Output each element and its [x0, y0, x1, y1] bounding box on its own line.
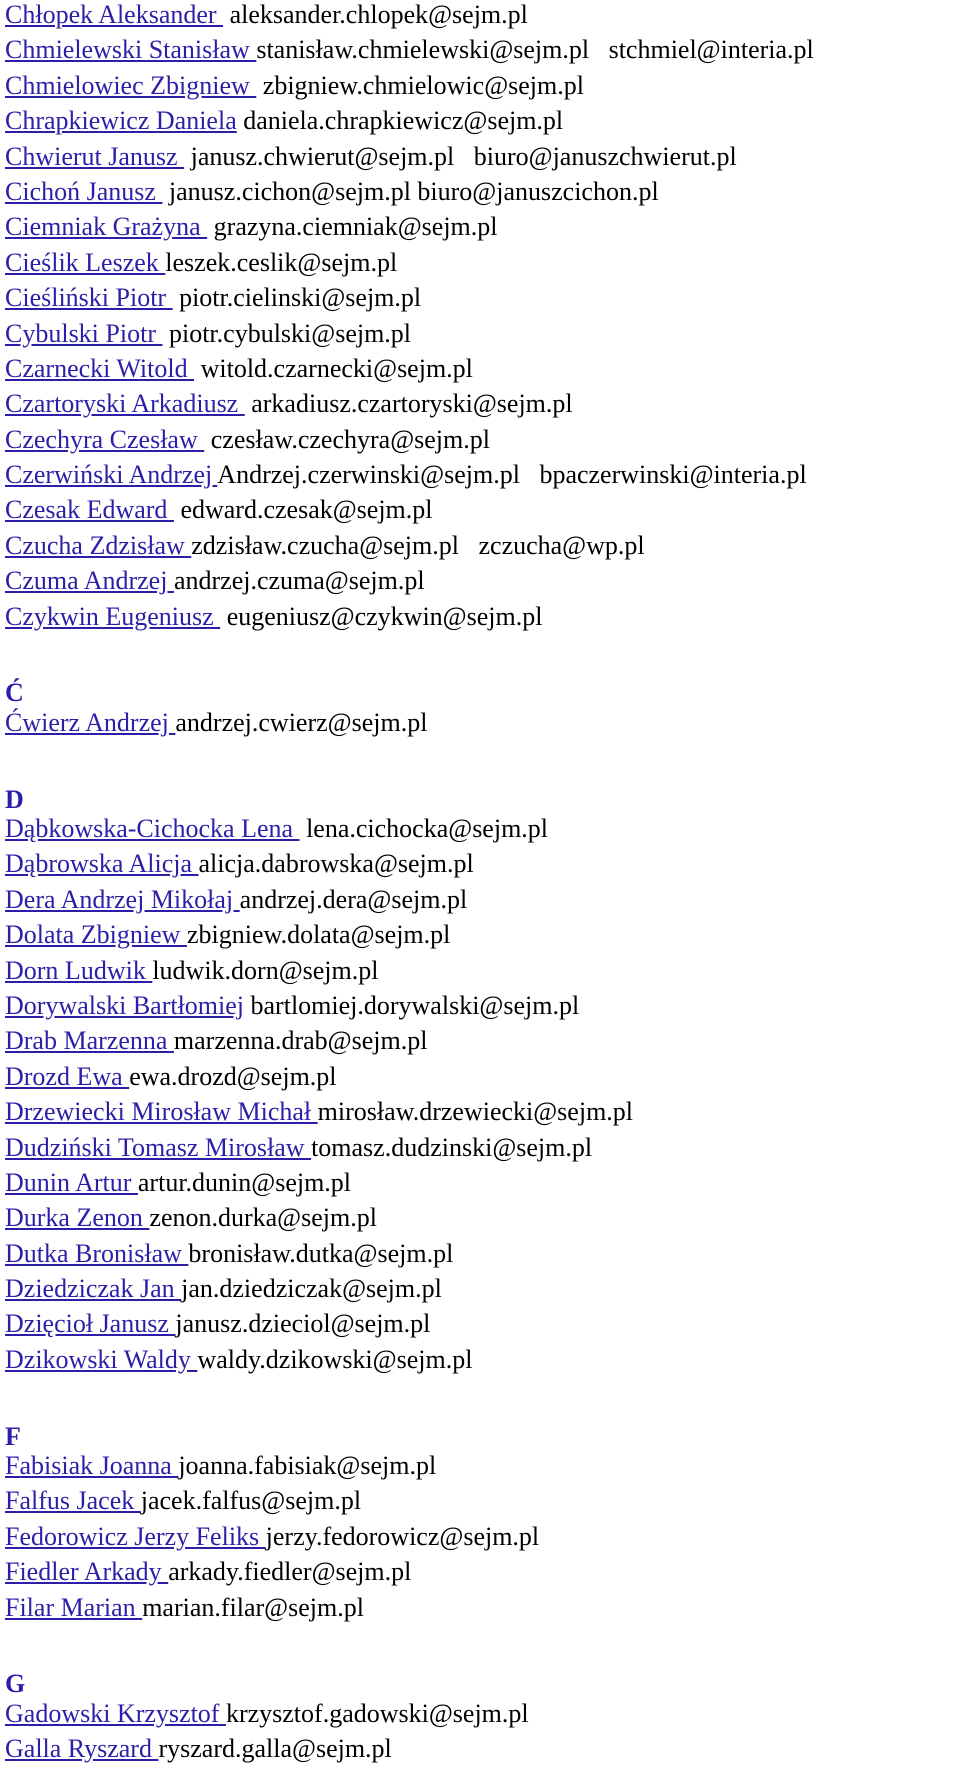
- member-email: zdzisław.czucha@sejm.pl: [191, 530, 459, 560]
- member-row: [5, 1274, 955, 1309]
- member-name-link[interactable]: Dąbkowska-Cichocka Lena: [5, 813, 300, 843]
- member-email: andrzej.dera@sejm.pl: [239, 884, 468, 914]
- member-row: [5, 1522, 955, 1557]
- member-secondary-email: bpaczerwinski@interia.pl: [539, 460, 807, 490]
- member-name-link[interactable]: Dąbrowska Alicja: [5, 849, 199, 879]
- member-row: [5, 920, 955, 955]
- member-email: andrzej.czuma@sejm.pl: [173, 566, 425, 596]
- member-name-link[interactable]: Dzięcioł Janusz: [5, 1309, 176, 1339]
- letter-heading: D: [5, 784, 24, 814]
- member-email: piotr.cielinski@sejm.pl: [172, 283, 422, 313]
- member-row: [5, 212, 955, 247]
- member-email: daniela.chrapkiewicz@sejm.pl: [236, 106, 564, 136]
- member-row: [5, 1097, 955, 1132]
- member-name-link[interactable]: Ciemniak Grażyna: [5, 212, 208, 242]
- member-row: [5, 1734, 955, 1769]
- member-name-link[interactable]: Galla Ryszard: [5, 1734, 159, 1764]
- member-row: [5, 1062, 955, 1097]
- member-row: [5, 177, 955, 212]
- member-email: krzysztof.gadowski@sejm.pl: [225, 1698, 529, 1728]
- member-name-link[interactable]: Chmielewski Stanisław: [5, 35, 257, 65]
- member-name-link[interactable]: Filar Marian: [5, 1592, 143, 1622]
- member-email: grazyna.ciemniak@sejm.pl: [207, 212, 498, 242]
- member-email: artur.dunin@sejm.pl: [137, 1167, 352, 1197]
- member-email: eugeniusz@czykwin@sejm.pl: [220, 601, 543, 631]
- member-email: zbigniew.chmielowic@sejm.pl: [256, 70, 584, 100]
- member-name-link[interactable]: Dziedziczak Jan: [5, 1274, 182, 1304]
- member-row: [5, 248, 955, 283]
- member-row: [5, 389, 955, 424]
- member-row: [5, 1309, 955, 1344]
- member-row: [5, 602, 955, 637]
- member-email: ludwik.dorn@sejm.pl: [152, 955, 379, 985]
- member-name-link[interactable]: Cieśliński Piotr: [5, 283, 173, 313]
- section-spacer: [5, 743, 955, 778]
- member-name-link[interactable]: Czerwiński Andrzej: [5, 460, 218, 490]
- member-email: zenon.durka@sejm.pl: [149, 1203, 377, 1233]
- member-name-link[interactable]: Drab Marzenna: [5, 1026, 174, 1056]
- member-row: [5, 885, 955, 920]
- email-separator: [520, 460, 540, 489]
- member-name-link[interactable]: Cichoń Janusz: [5, 176, 163, 206]
- member-email: witold.czarnecki@sejm.pl: [194, 353, 473, 383]
- member-email: bronisław.dutka@sejm.pl: [188, 1238, 454, 1268]
- member-row: [5, 425, 955, 460]
- member-name-link[interactable]: Cieślik Leszek: [5, 247, 166, 277]
- member-email: czesław.czechyra@sejm.pl: [204, 424, 490, 454]
- member-name-link[interactable]: Chwierut Janusz: [5, 141, 185, 171]
- member-name-link[interactable]: Fabisiak Joanna: [5, 1451, 179, 1481]
- member-row: [5, 1557, 955, 1592]
- member-email: jerzy.fedorowicz@sejm.pl: [265, 1521, 540, 1551]
- member-name-link[interactable]: Fiedler Arkady: [5, 1557, 169, 1587]
- member-email: edward.czesak@sejm.pl: [173, 495, 433, 525]
- member-name-link[interactable]: Dutka Bronisław: [5, 1238, 189, 1268]
- member-name-link[interactable]: Dudziński Tomasz Mirosław: [5, 1132, 312, 1162]
- section-spacer: [5, 1628, 955, 1663]
- member-row: [5, 1203, 955, 1238]
- member-name-link[interactable]: Dzikowski Waldy: [5, 1344, 198, 1374]
- section-spacer: [5, 1380, 955, 1415]
- member-row: [5, 35, 955, 70]
- member-email: arkadiusz.czartoryski@sejm.pl: [244, 389, 573, 419]
- member-row: [5, 1133, 955, 1168]
- member-secondary-email: biuro@januszchwierut.pl: [473, 141, 737, 171]
- member-name-link[interactable]: Drzewiecki Mirosław Michał: [5, 1097, 318, 1127]
- member-email: joanna.fabisiak@sejm.pl: [178, 1451, 437, 1481]
- member-row: [5, 1451, 955, 1486]
- member-email: lena.cichocka@sejm.pl: [299, 813, 549, 843]
- member-email-list: [5, 0, 955, 1770]
- member-email: ryszard.galla@sejm.pl: [158, 1734, 392, 1764]
- member-name-link[interactable]: Czartoryski Arkadiusz: [5, 389, 245, 419]
- member-name-link[interactable]: Dunin Artur: [5, 1167, 138, 1197]
- member-name-link[interactable]: Czechyra Czesław: [5, 424, 205, 454]
- email-separator: [589, 35, 609, 64]
- member-name-link[interactable]: Drozd Ewa: [5, 1061, 130, 1091]
- member-row: [5, 708, 955, 743]
- member-row: [5, 1593, 955, 1628]
- member-email: alicja.dabrowska@sejm.pl: [198, 849, 474, 879]
- letter-heading: G: [5, 1669, 26, 1699]
- member-row: [5, 1345, 955, 1380]
- member-name-link[interactable]: Durka Zenon: [5, 1203, 150, 1233]
- member-row: [5, 814, 955, 849]
- member-row: [5, 956, 955, 991]
- member-secondary-email: stchmiel@interia.pl: [608, 35, 814, 65]
- member-email: stanisław.chmielewski@sejm.pl: [256, 35, 590, 65]
- member-row: [5, 106, 955, 141]
- member-name-link[interactable]: Chmielowiec Zbigniew: [5, 70, 257, 100]
- member-name-link[interactable]: Czykwin Eugeniusz: [5, 601, 221, 631]
- member-name-link[interactable]: Cybulski Piotr: [5, 318, 163, 348]
- member-row: [5, 460, 955, 495]
- member-row: [5, 1699, 955, 1734]
- member-row: [5, 1026, 955, 1061]
- member-row: [5, 1168, 955, 1203]
- member-email: arkady.fiedler@sejm.pl: [168, 1557, 412, 1587]
- member-row: [5, 566, 955, 601]
- member-email: andrzej.cwierz@sejm.pl: [175, 707, 428, 737]
- member-email: aleksander.chlopek@sejm.pl: [223, 0, 528, 29]
- member-name-link[interactable]: Dolata Zbigniew: [5, 920, 187, 950]
- member-row: [5, 0, 955, 35]
- member-row: [5, 71, 955, 106]
- member-name-link[interactable]: Chrapkiewicz Daniela: [5, 106, 237, 136]
- member-row: [5, 531, 955, 566]
- member-row: [5, 142, 955, 177]
- email-separator: [459, 531, 479, 560]
- member-row: [5, 495, 955, 530]
- member-row: [5, 354, 955, 389]
- member-name-link[interactable]: Czuma Andrzej: [5, 566, 174, 596]
- member-email: Andrzej.czerwinski@sejm.pl: [217, 460, 520, 490]
- member-row: [5, 283, 955, 318]
- section-spacer: [5, 637, 955, 672]
- member-email: mirosław.drzewiecki@sejm.pl: [317, 1097, 634, 1127]
- member-row: [5, 319, 955, 354]
- member-secondary-email: zczucha@wp.pl: [478, 530, 645, 560]
- member-name-link[interactable]: Fedorowicz Jerzy Feliks: [5, 1521, 266, 1551]
- member-name-link[interactable]: Dorn Ludwik: [5, 955, 153, 985]
- member-email: zbigniew.dolata@sejm.pl: [186, 920, 451, 950]
- member-row: [5, 991, 955, 1026]
- member-email: leszek.ceslik@sejm.pl: [165, 247, 398, 277]
- member-email: marzenna.drab@sejm.pl: [173, 1026, 428, 1056]
- member-name-link[interactable]: Czesak Edward: [5, 495, 174, 525]
- email-separator: [454, 142, 474, 171]
- member-name-link[interactable]: Czarnecki Witold: [5, 353, 195, 383]
- member-email: jan.dziedziczak@sejm.pl: [181, 1274, 442, 1304]
- member-email: ewa.drozd@sejm.pl: [129, 1061, 337, 1091]
- member-name-link[interactable]: Czucha Zdzisław: [5, 530, 192, 560]
- member-email: piotr.cybulski@sejm.pl: [162, 318, 412, 348]
- letter-heading: Ć: [5, 678, 24, 708]
- member-name-link[interactable]: Ćwierz Andrzej: [5, 707, 176, 737]
- member-email: waldy.dzikowski@sejm.pl: [197, 1344, 473, 1374]
- member-name-link[interactable]: Falfus Jacek: [5, 1486, 141, 1516]
- member-name-link[interactable]: Gadowski Krzysztof: [5, 1698, 226, 1728]
- member-row: [5, 1239, 955, 1274]
- letter-heading: F: [5, 1421, 21, 1451]
- member-row: [5, 1486, 955, 1521]
- member-name-link[interactable]: Dera Andrzej Mikołaj: [5, 884, 240, 914]
- member-email: bartlomiej.dorywalski@sejm.pl: [244, 990, 580, 1020]
- member-email: janusz.dzieciol@sejm.pl: [175, 1309, 431, 1339]
- member-email: janusz.chwierut@sejm.pl: [184, 141, 455, 171]
- member-email: janusz.cichon@sejm.pl biuro@januszcichon.pl: [162, 176, 659, 206]
- member-email: jacek.falfus@sejm.pl: [140, 1486, 362, 1516]
- member-name-link[interactable]: Chłopek Aleksander: [5, 0, 224, 29]
- member-email: tomasz.dudzinski@sejm.pl: [311, 1132, 593, 1162]
- member-row: [5, 849, 955, 884]
- member-name-link[interactable]: Dorywalski Bartłomiej: [5, 990, 245, 1020]
- member-email: marian.filar@sejm.pl: [142, 1592, 364, 1622]
